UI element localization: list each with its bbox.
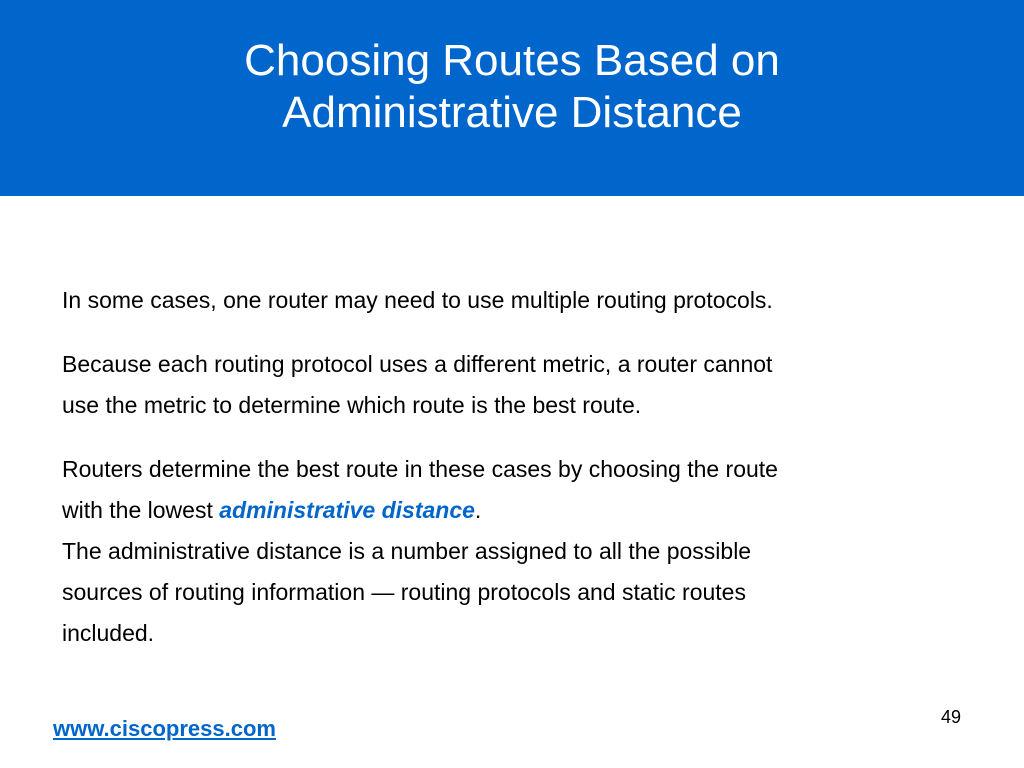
paragraph-line-prefix: with the lowest bbox=[62, 497, 220, 523]
paragraph-multiple-protocols bbox=[62, 280, 962, 321]
paragraph-line: The administrative distance is a number assigned to all the possible bbox=[62, 538, 752, 564]
paragraph-line: Because each routing protocol uses a different metric, a router cannot bbox=[62, 351, 773, 377]
paragraph-line: sources of routing information — routing protocols and static routes bbox=[62, 579, 746, 605]
paragraph-line: included. bbox=[62, 620, 155, 646]
page-number: 49 bbox=[941, 707, 962, 727]
paragraph-line: Routers determine the best route in these cases by choosing the route bbox=[62, 456, 778, 482]
ciscopress-link[interactable]: www.ciscopress.com bbox=[53, 716, 276, 741]
slide-body bbox=[62, 280, 962, 654]
paragraph-text: In some cases, one router may need to use multiple routing protocols. bbox=[62, 287, 773, 313]
slide-title-line-2: Administrative Distance bbox=[282, 88, 742, 137]
title-band bbox=[0, 0, 1024, 196]
paragraph-different-metric bbox=[62, 344, 962, 426]
administrative-distance-term: administrative distance bbox=[219, 497, 475, 523]
paragraph-line: use the metric to determine which route is the best route. bbox=[62, 392, 642, 418]
slide-title bbox=[0, 35, 1024, 139]
paragraph-best-route bbox=[62, 449, 962, 654]
slide-title-line-1: Choosing Routes Based on bbox=[244, 36, 780, 85]
paragraph-line-suffix: . bbox=[474, 497, 482, 523]
